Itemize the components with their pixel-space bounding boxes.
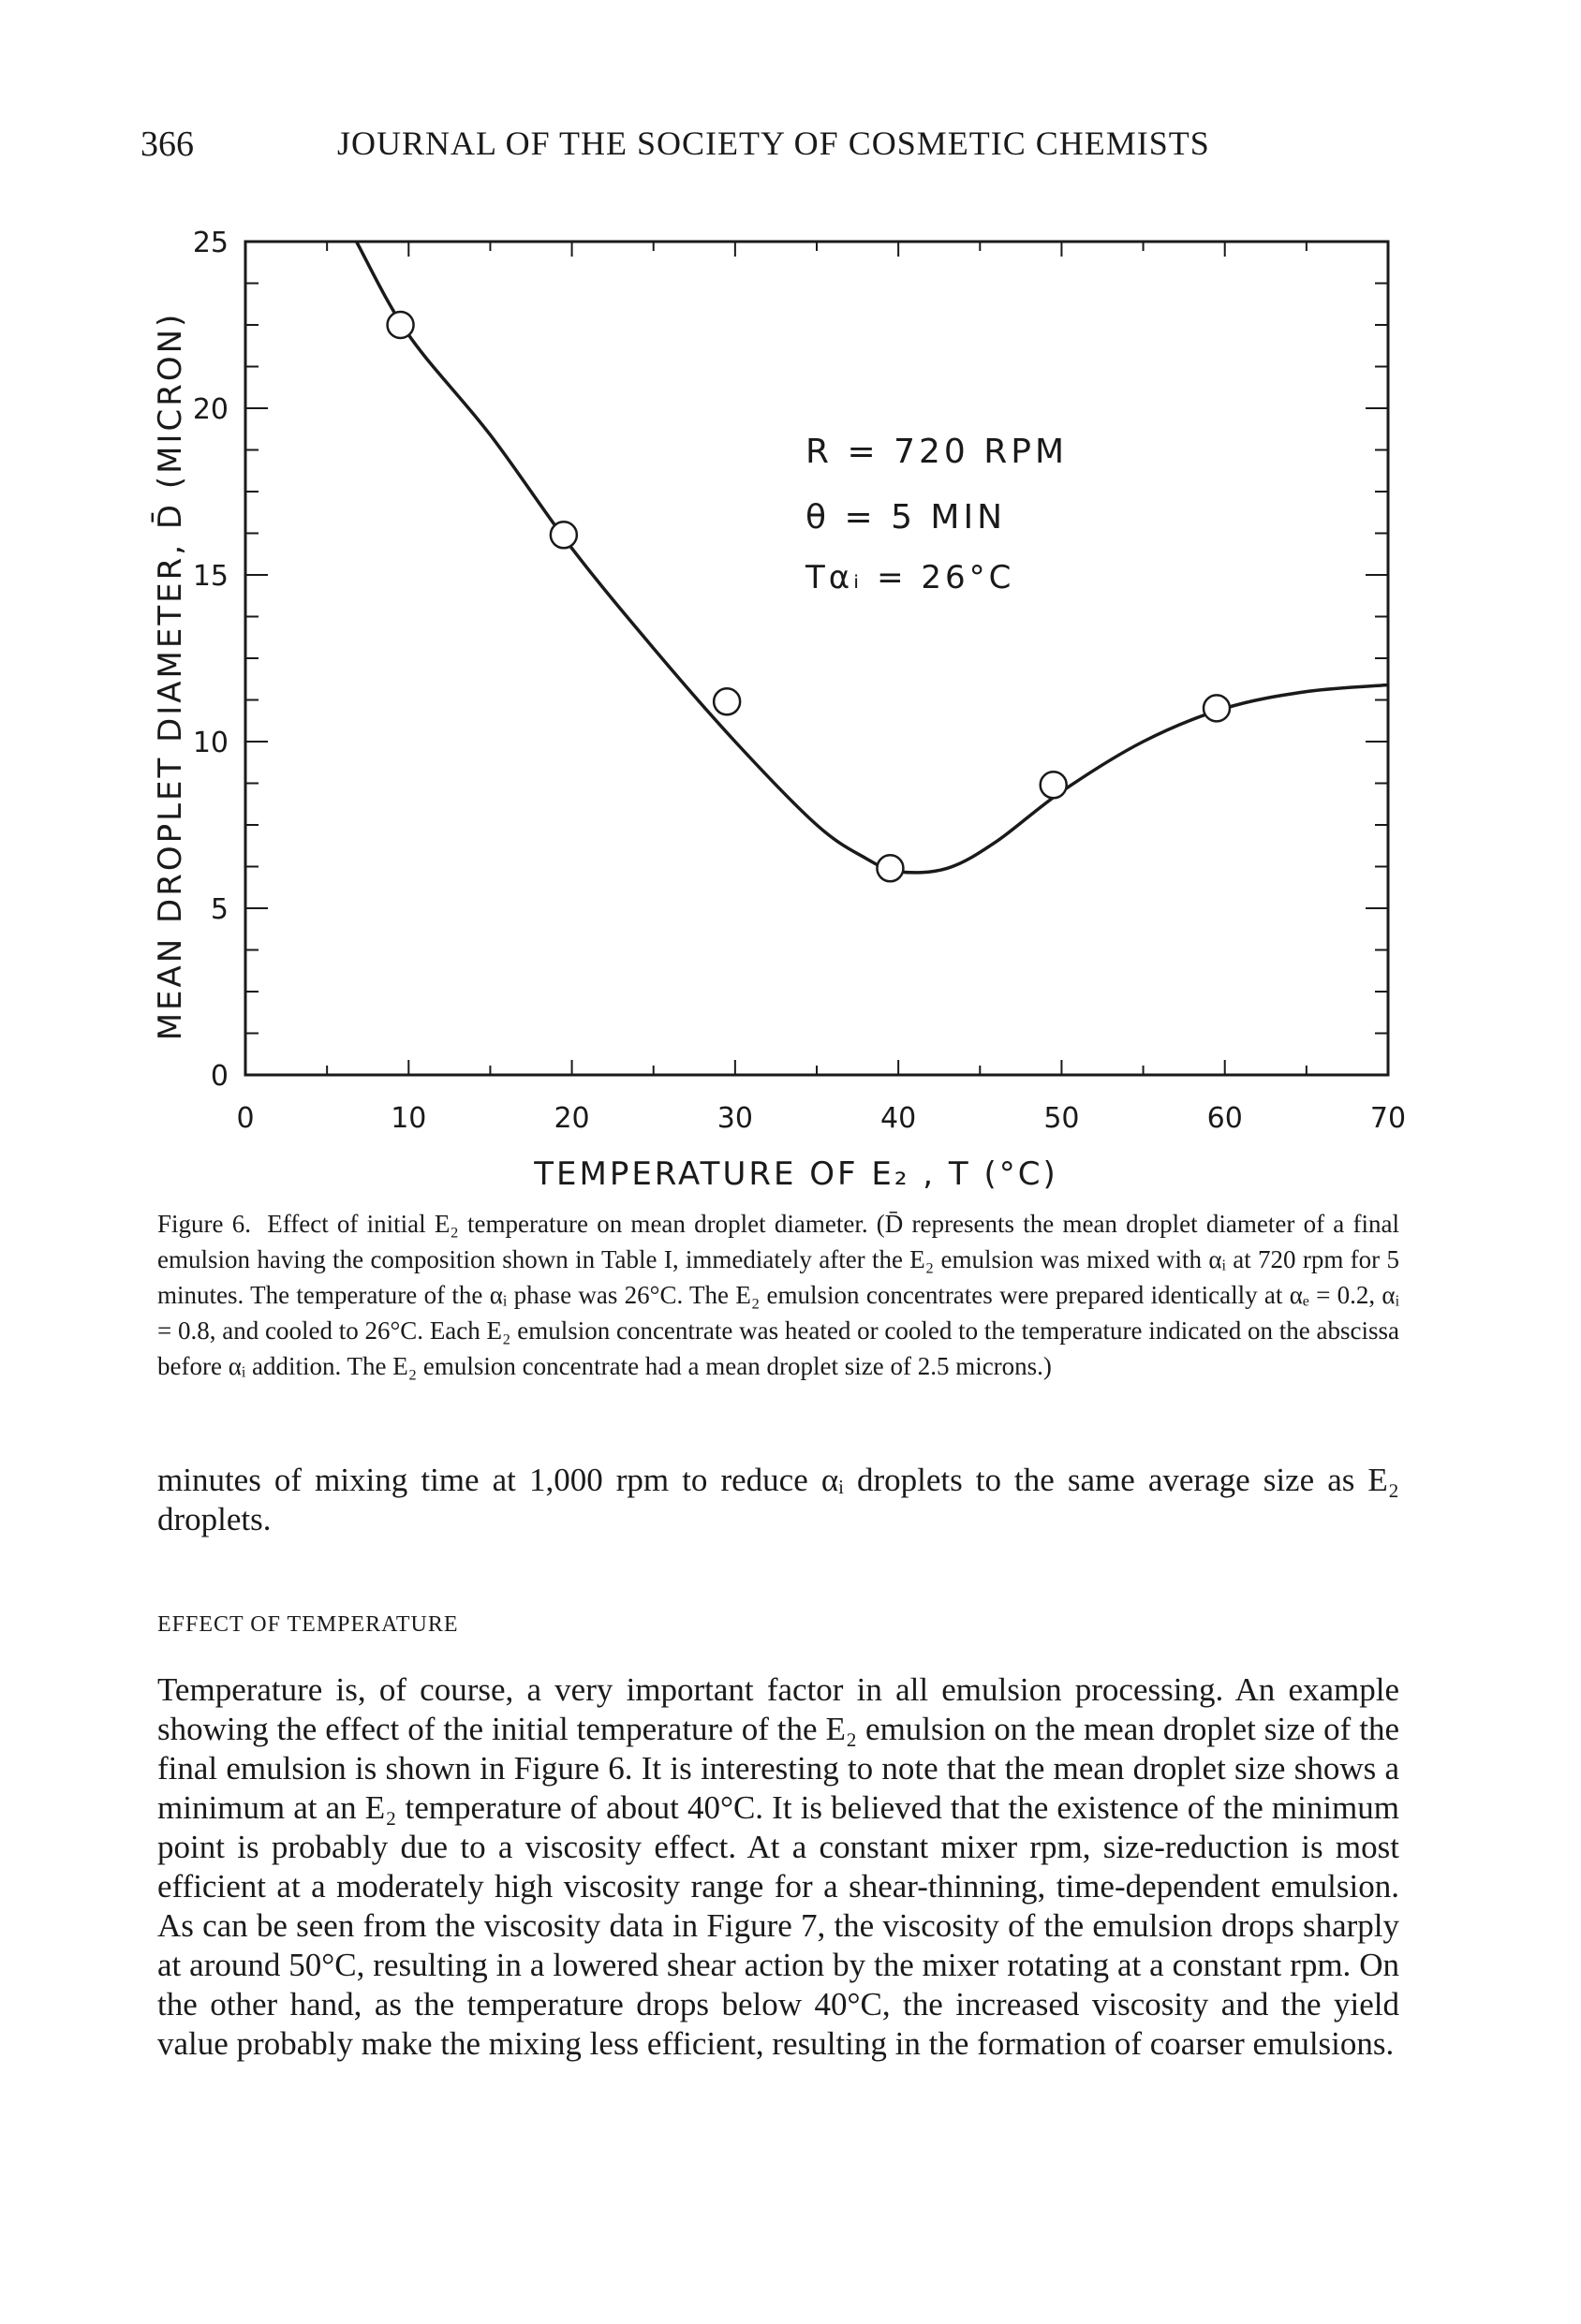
- data-point: [388, 312, 414, 338]
- page-number: 366: [140, 125, 194, 164]
- x-tick-label: 60: [1206, 1102, 1243, 1135]
- x-tick-label: 20: [554, 1102, 590, 1135]
- y-tick-label: 15: [192, 560, 229, 593]
- y-tick-label: 20: [192, 393, 229, 426]
- y-tick-label: 10: [192, 727, 229, 759]
- y-tick-label: 25: [192, 227, 229, 259]
- x-tick-label: 40: [880, 1102, 917, 1135]
- temperature-paragraph: Temperature is, of course, a very important factor in all emulsion processing. An example showing the effect of the initial temperature of the E₂ emulsion on the mean droplet size of the final emulsion is shown in Figure 6. It is interesting to note that the mean droplet size shows a minimum at an E₂ temperature of about 40°C. It is believed that the existence of the minimum point is probably due to a viscosity effect. At a constant mixer rpm, size-reduction is most efficient at a moderately high viscosity range for a shear-thinning, time-dependent emulsion. As can be seen from the viscosity data in Figure 7, the viscosity of the emulsion drops sharply at around 50°C, resulting in a lowered shear action by the mixer rotating at a constant rpm. On the other hand, as the temperature drops below 40°C, the increased viscosity and the yield value probably make the mixing less efficient, resulting in the formation of coarser emulsions.: [157, 1671, 1399, 2062]
- y-tick-label: 0: [210, 1060, 229, 1093]
- data-point: [551, 522, 577, 548]
- x-axis-title: TEMPERATURE OF E₂ , T (°C): [534, 1155, 1058, 1193]
- data-point: [1204, 695, 1230, 721]
- x-tick-label: 50: [1043, 1102, 1080, 1135]
- data-point: [1041, 772, 1067, 798]
- section-heading: EFFECT OF TEMPERATURE: [157, 1612, 459, 1637]
- caption-text: Effect of initial E₂ temperature on mean droplet diameter. (D̄ represents the mean droplet diameter of a final emulsion having the composition shown in Table I, immediately after the E₂ emulsion was mixed with αᵢ at 720 rpm for 5 minutes. The temperature of the αᵢ phase was 26°C. The E₂ emulsion concentrates were prepared identically at αₑ = 0.2, αᵢ = 0.8, and cooled to 26°C. Each E₂ emulsion concentrate was heated or cooled to the temperature indicated on the abscissa before αᵢ addition. The E₂ emulsion concentrate had a mean droplet size of 2.5 microns.): [157, 1210, 1399, 1380]
- plot-frame: [245, 242, 1388, 1075]
- fitted-curve: [357, 242, 1388, 873]
- annotation-time: θ = 5 MIN: [805, 498, 1007, 537]
- running-header: JOURNAL OF THE SOCIETY OF COSMETIC CHEMISTS: [337, 125, 1210, 162]
- y-tick-label: 5: [210, 893, 229, 926]
- caption-label: Figure 6.: [157, 1210, 251, 1238]
- data-point: [714, 688, 740, 714]
- y-axis-title: MEAN DROPLET DIAMETER, D̄ (MICRON): [152, 311, 189, 1041]
- x-tick-label: 30: [717, 1102, 753, 1135]
- figure-caption: [157, 1206, 1399, 1384]
- data-point: [877, 855, 903, 881]
- annotation-rpm: R = 720 RPM: [805, 433, 1069, 471]
- continued-paragraph: minutes of mixing time at 1,000 rpm to reduce αᵢ droplets to the same average size as E₂ droplets.: [157, 1462, 1399, 1537]
- x-tick-label: 70: [1369, 1102, 1407, 1135]
- annotation-temperature: Tαᵢ = 26°C: [805, 559, 1015, 596]
- x-tick-label: 10: [391, 1102, 427, 1135]
- x-tick-label: 0: [236, 1102, 255, 1135]
